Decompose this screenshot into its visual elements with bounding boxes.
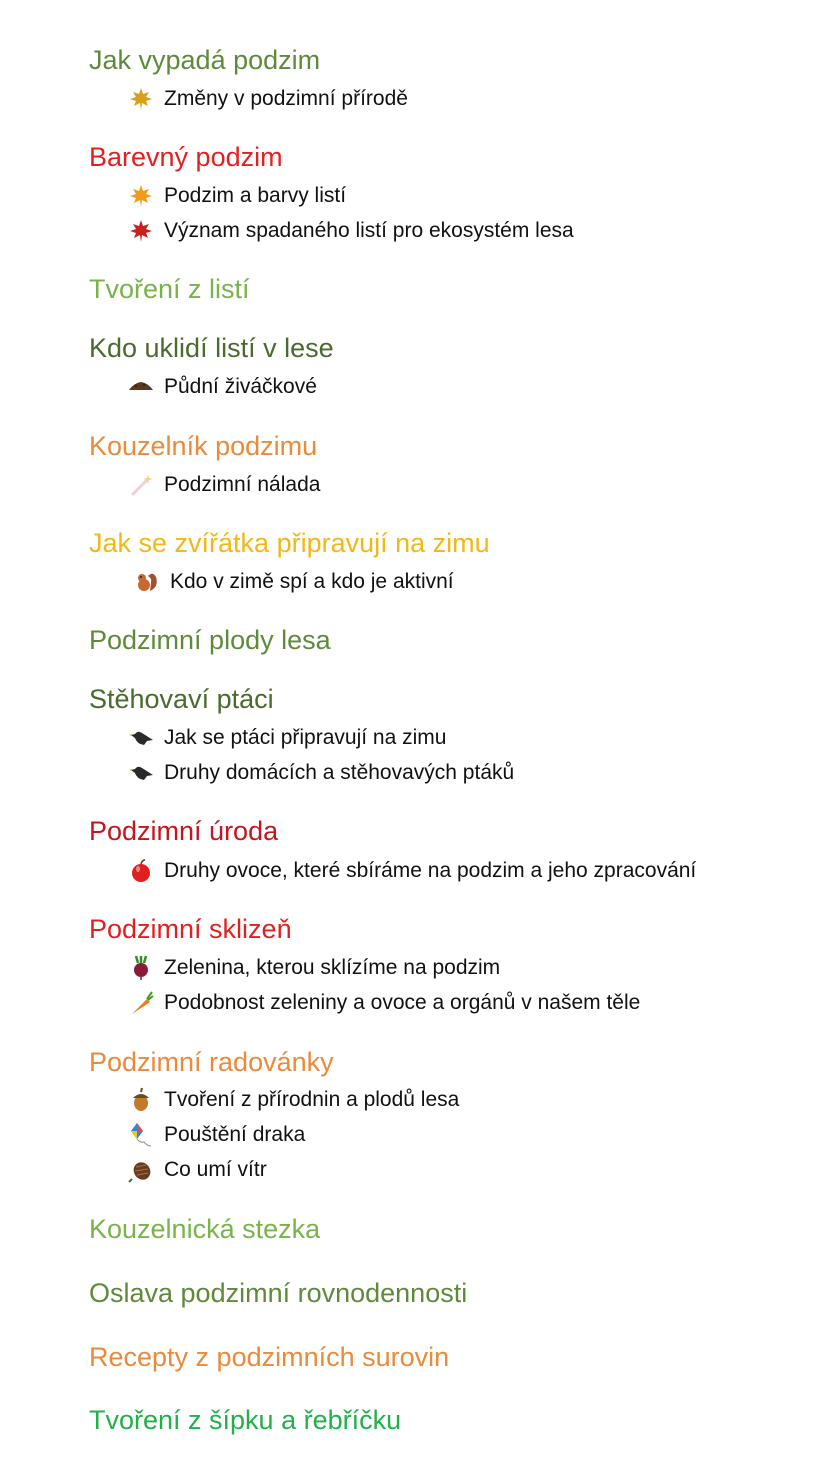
- heading-recepty[interactable]: Recepty z podzimních surovin: [89, 1342, 450, 1372]
- blackbird-icon: [126, 760, 156, 786]
- heading-stehovavi-ptaci[interactable]: Stěhovaví ptáci: [89, 684, 274, 714]
- heading-podzimni-radovanky[interactable]: Podzimní radovánky: [89, 1047, 334, 1077]
- list-item[interactable]: [126, 1155, 267, 1185]
- heading-barevny-podzim[interactable]: Barevný podzim: [89, 142, 283, 172]
- list-item-label: Zelenina, kterou sklízíme na podzim: [164, 956, 501, 979]
- list-item-label: Půdní živáčkové: [164, 375, 317, 398]
- kite-icon: [126, 1122, 156, 1148]
- heading-kouzelnicka-stezka[interactable]: Kouzelnická stezka: [89, 1214, 321, 1244]
- heading-tvoreni-z-listi[interactable]: Tvoření z listí: [89, 274, 250, 304]
- list-item[interactable]: [126, 181, 346, 211]
- list-item-label: Podobnost zeleniny a ovoce a orgánů v našem těle: [164, 991, 641, 1014]
- maple-leaf-icon: [126, 86, 156, 112]
- heading-zviratka-na-zimu[interactable]: Jak se zvířátka připravují na zimu: [89, 528, 490, 558]
- list-item[interactable]: [126, 470, 320, 500]
- list-item-label: Tvoření z přírodnin a plodů lesa: [164, 1088, 460, 1111]
- apple-icon: [126, 858, 156, 884]
- heading-jak-vypada-podzim[interactable]: Jak vypadá podzim: [89, 45, 321, 75]
- list-item-label: Co umí vítr: [164, 1158, 267, 1181]
- list-item[interactable]: [126, 856, 696, 886]
- list-item-label: Kdo v zimě spí a kdo je aktivní: [170, 570, 454, 593]
- heading-tvoreni-z-sipku[interactable]: Tvoření z šípku a řebříčku: [89, 1405, 402, 1435]
- list-item-label: Význam spadaného listí pro ekosystém lesa: [164, 219, 574, 242]
- list-item-label: Jak se ptáci připravují na zimu: [164, 726, 447, 749]
- heading-podzimni-plody-lesa[interactable]: Podzimní plody lesa: [89, 625, 331, 655]
- heading-podzimni-uroda[interactable]: Podzimní úroda: [89, 816, 279, 846]
- list-item[interactable]: [126, 988, 640, 1018]
- list-item[interactable]: [126, 216, 574, 246]
- heading-kouzelnik-podzimu[interactable]: Kouzelník podzimu: [89, 431, 318, 461]
- red-maple-leaf-icon: [126, 218, 156, 244]
- list-item-label: Druhy domácích a stěhovavých ptáků: [164, 761, 515, 784]
- magic-wand-icon: [126, 472, 156, 498]
- carrot-icon: [126, 990, 156, 1016]
- list-item[interactable]: [126, 567, 454, 597]
- list-item[interactable]: [126, 1120, 305, 1150]
- heading-podzimni-sklizen[interactable]: Podzimní sklizeň: [89, 914, 292, 944]
- heading-oslava-rovnodennosti[interactable]: Oslava podzimní rovnodennosti: [89, 1278, 468, 1308]
- soil-mound-icon: [126, 374, 156, 400]
- list-item-label: Druhy ovoce, které sbíráme na podzim a jeho zpracování: [164, 859, 697, 882]
- list-item-label: Podzimní nálada: [164, 473, 321, 496]
- list-item[interactable]: [126, 84, 408, 114]
- list-item-label: Změny v podzimní přírodě: [164, 87, 408, 110]
- list-item[interactable]: [126, 372, 317, 402]
- list-item[interactable]: [126, 758, 514, 788]
- list-item[interactable]: [126, 1085, 459, 1115]
- list-item-label: Pouštění draka: [164, 1123, 306, 1146]
- orange-leaf-icon: [126, 183, 156, 209]
- squirrel-icon: [132, 569, 162, 595]
- beet-icon: [126, 955, 156, 981]
- list-item[interactable]: [126, 723, 446, 753]
- list-item-label: Podzim a barvy listí: [164, 184, 347, 207]
- list-item[interactable]: [126, 953, 500, 983]
- blackbird-icon: [126, 725, 156, 751]
- acorn-icon: [126, 1087, 156, 1113]
- heading-kdo-uklidi-listi[interactable]: Kdo uklidí listí v lese: [89, 333, 334, 363]
- pinecone-icon: [126, 1157, 156, 1183]
